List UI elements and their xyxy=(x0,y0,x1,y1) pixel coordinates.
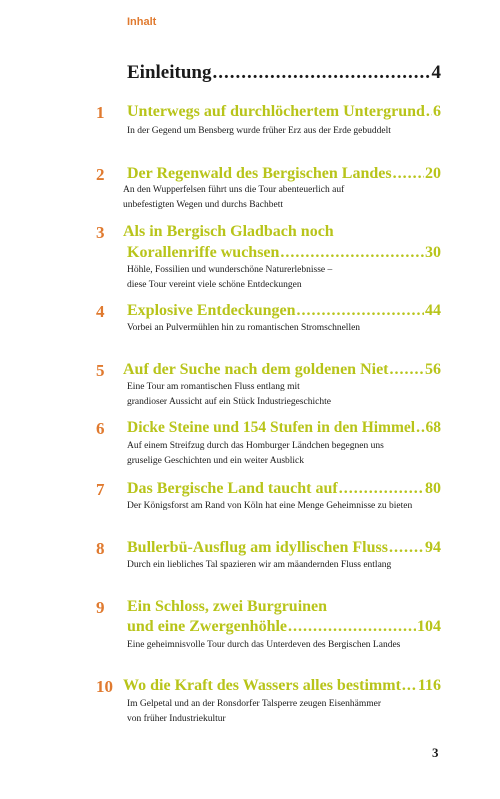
leader-dots xyxy=(393,165,424,183)
entry-page: 104 xyxy=(417,618,441,635)
entry-description: Auf einem Streifzug durch das Homburger Ländchen begegnen uns xyxy=(127,441,384,451)
entry-title: Wo die Kraft des Wassers alles bestimmt xyxy=(123,677,401,694)
entry-number: 1 xyxy=(96,103,105,122)
section-label: Inhalt xyxy=(127,16,157,28)
entry-title: und eine Zwergenhöhle xyxy=(127,618,288,635)
leader-dots xyxy=(416,419,424,437)
entry-description: Durch ein liebliches Tal spazieren wir am mäandernden Fluss entlang xyxy=(127,560,392,570)
entry-number: 5 xyxy=(96,361,105,380)
entry-number: 8 xyxy=(96,539,105,558)
page-number: 3 xyxy=(432,745,439,760)
entry-title: Unterwegs auf durchlöchertem Untergrund xyxy=(127,103,425,120)
leader-dots xyxy=(280,244,424,262)
leader-dots xyxy=(296,302,424,320)
entry-description: unbefestigten Wegen und durchs Bachbett xyxy=(123,200,283,210)
entry-description: Höhle, Fossilien und wunderschöne Naturerlebnisse – xyxy=(127,265,333,275)
entry-description: grandioser Aussicht auf ein Stück Industriegeschichte xyxy=(127,397,331,407)
entry-title: Explosive Entdeckungen xyxy=(127,302,296,319)
entry-description: Eine Tour am romantischen Fluss entlang mit xyxy=(127,382,300,392)
leader-dots xyxy=(389,539,424,557)
entry-title-line1: Als in Bergisch Gladbach noch xyxy=(123,223,334,240)
entry-page: 80 xyxy=(425,480,441,497)
entry-page: 6 xyxy=(433,103,441,120)
entry-number: 9 xyxy=(96,598,105,617)
entry-description: Der Königsforst am Rand von Köln hat eine Menge Geheimnisse zu bieten xyxy=(127,501,413,511)
entry-title: Dicke Steine und 154 Stufen in den Himmel xyxy=(127,419,416,436)
entry-description: Vorbei an Pulvermühlen hin zu romantischen Stromschnellen xyxy=(127,323,361,333)
entry-number: 4 xyxy=(96,302,105,321)
leader-dots xyxy=(288,618,416,636)
entry-number: 10 xyxy=(96,677,113,696)
entry-page: 116 xyxy=(417,677,441,694)
entry-page: 94 xyxy=(425,539,441,556)
entry-title: Bullerbü-Ausflug am idyllischen Fluss xyxy=(127,539,388,556)
entry-number: 6 xyxy=(96,419,105,438)
entry-description: Im Gelpetal und an der Ronsdorfer Talsperre zeugen Eisenhämmer xyxy=(127,699,381,709)
entry-page: 56 xyxy=(425,361,441,378)
entry-description: von früher Industriekultur xyxy=(127,714,226,724)
entry-page: 20 xyxy=(425,165,441,182)
entry-title: Der Regenwald des Bergischen Landes xyxy=(127,165,392,182)
leader-dots xyxy=(390,361,425,379)
leader-dots xyxy=(426,103,432,121)
entry-number: 3 xyxy=(96,223,105,242)
leader-dots xyxy=(212,62,430,84)
entry-title: Auf der Suche nach dem goldenen Niet xyxy=(123,361,389,378)
entry-title-line1: Ein Schloss, zwei Burgruinen xyxy=(127,598,328,615)
intro-page: 4 xyxy=(431,62,441,83)
toc-intro[interactable] xyxy=(127,62,441,84)
entry-description: In der Gegend um Bensberg wurde früher Erz aus der Erde gebuddelt xyxy=(127,126,391,136)
leader-dots xyxy=(402,677,417,695)
entry-page: 68 xyxy=(425,419,441,436)
entry-page: 44 xyxy=(425,302,441,319)
entry-description: Eine geheimnisvolle Tour durch das Unterdeven des Bergischen Landes xyxy=(127,640,401,650)
entry-number: 2 xyxy=(96,165,105,184)
entry-description: gruselige Geschichten und ein weiter Ausblick xyxy=(127,456,305,466)
entry-number: 7 xyxy=(96,480,105,499)
entry-title: Das Bergische Land taucht auf xyxy=(127,480,338,497)
entry-page: 30 xyxy=(425,244,441,261)
entry-description: An den Wupperfelsen führt uns die Tour abenteuerlich auf xyxy=(123,185,345,195)
intro-title: Einleitung xyxy=(127,62,212,83)
leader-dots xyxy=(339,480,424,498)
entry-description: diese Tour vereint viele schöne Entdeckungen xyxy=(127,280,302,290)
entry-title: Korallenriffe wuchsen xyxy=(127,244,280,261)
